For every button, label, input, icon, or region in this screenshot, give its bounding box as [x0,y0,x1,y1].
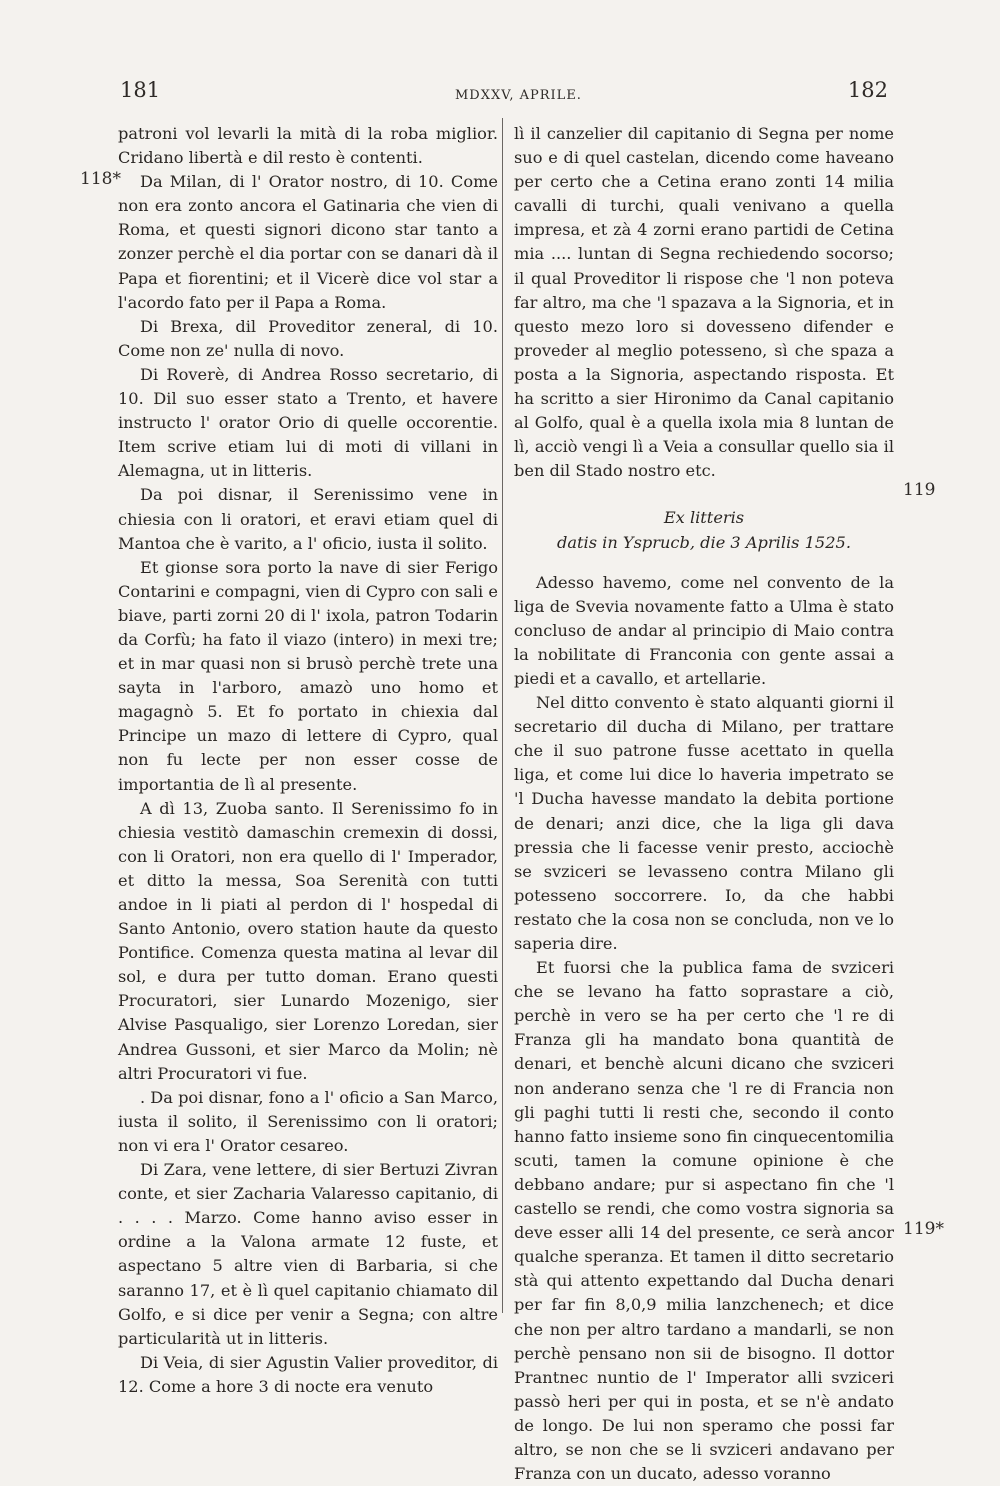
left-column [118,122,498,1399]
running-title: MDXXV, APRILE. [455,88,582,103]
paragraph: Adesso havemo, come nel convento de la liga de Svevia novamente fatto a Ulma è stato concluso de andar al principio di Maio contra la nobilitate di Franconia con gente assai a piedi et a cavallo, et artellarie. [514,572,894,688]
paragraph: Nel ditto convento è stato alquanti giorni il secretario dil ducha di Milano, per trattare che il suo patrone fusse acettato in quella liga, et come lui dice lo haveria impetrato se 'l Ducha havesse mandato la debita portione de denari; anzi dice, che la liga gli dava pressia che li facesse venir presto, acciochè se svziceri se levasseno contra Milano gli potesseno soccorrere. Io, da che habbi restato che la cosa non se concluda, non ve lo saperia dire. [514,693,894,953]
paragraph: Di Brexa, dil Proveditor zeneral, di 10. Come non ze' nulla di novo. [118,316,498,360]
right-column [514,122,894,1486]
paragraph: . Da poi disnar, fono a l' oficio a San Marco, iusta il solito, il Serenissimo con li oratori; non vi era l' Orator cesareo. [118,1087,498,1155]
paragraph: Et fuorsi che la publica fama de svziceri che se levano ha fatto soprastare a ciò, perchè in vero se ha per certo che 'l re di Franza gli ha mandato bona quantità de denari, et benchè alcuni dicano che svziceri non anderano senza che 'l re di Francia non gli paghi tutti li resti che, secondo il conto hanno fatto insieme sono fin cinquecentomilia scuti, tamen la comune opinione è che debbano andare; pur si aspectano fin che 'l castello se rendi, che como vostra signoria sa deve esser alli 14 del presente, ce serà ancor qualche speranza. Et tamen il ditto secretario stà qui attento expettando dal Ducha denari per far fin 8,0,9 milia lanzchenech; et dice che non per altro tardano a mandarli, se non perchè pensano non sii de bisogno. Il dottor Prantnec nuntio de l' Imperator alli svziceri passò heri per qui in posta, et se n'è andato de longo. De lui non speramo che possi far altro, se non che se li svziceri andavano per Franza con un ducato, adesso voranno [514,958,894,1484]
section-subheading: datis in Ysprucb, die 3 Aprilis 1525. [557,532,851,552]
paragraph: lì il canzelier dil capitanio di Segna per nome suo e di quel castelan, dicendo come haveano per certo che a Cetina erano zonti 14 milia cavalli di turchi, quali venivano a quella impresa, et zà 4 zorni erano partidi de Cetina mia .... luntan di Segna rechiedendo socorso; il qual Proveditor li rispose che 'l non poteva far altro, ma che 'l spazava a la Signoria, et in questo mezo loro si dovesseno difender e proveder al meglio potesseno, sì che spaza a posta a la Signoria, aspectando risposta. Et ha scritto a sier Hironimo da Canal capitanio al Golfo, qual è a quella ixola mia 8 luntan de lì, acciò vengi lì a Veia a consullar quello sia il ben dil Stado nostro etc. [514,124,894,481]
paragraph: Da Milan, di l' Orator nostro, di 10. Come non era zonto ancora el Gatinaria che vien di Roma, et questi signori dicono star tanto a zonzer perchè el dia portar con se danari dà il Papa et fiorentini; et il Vicerè dice vol star a l'acordo fato per il Papa a Roma. [118,172,498,312]
paragraph: Di Roverè, di Andrea Rosso secretario, di 10. Dil suo esser stato a Trento, et havere instructo l' orator Orio di quelle occorentie. Item scrive etiam lui di moti di villani in Alemagna, ut in litteris. [118,364,498,481]
paragraph: Et gionse sora porto la nave di sier Ferigo Contarini e compagni, vien di Cypro con sali e biave, parti zorni 20 di l' ixola, patron Todarin da Corfù; ha fato il viazo (intero) in mexi tre; et in mar quasi non si brusò perchè trete una sayta in l'arboro, amazò uno homo et magagnò 5. Et fo portato in chiexia dal Principe un mazo di lettere di Cypro, qual non fu lecte per non esser cosse de importantia de lì al presente. [118,557,498,794]
margin-note-right-1: 119 [903,480,936,500]
paragraph: Da poi disnar, il Serenissimo vene in chiesia con li oratori, et eravi etiam quel di Mantoa che è varito, a l' oficio, iusta il solito. [118,485,498,553]
margin-note-right-2: 119* [903,1219,944,1239]
paragraph: Di Veia, di sier Agustin Valier proveditor, di 12. Come a hore 3 di nocte era venuto [118,1352,498,1396]
paragraph: Di Zara, vene lettere, di sier Bertuzi Zivran conte, et sier Zacharia Valaresso capitanio, di . . . . Marzo. Come hanno aviso esser in ordine a la Valona armate 12 fuste, et aspectano 5 altre vien di Barbaria, si che saranno 17, et è lì quel capitanio chiamato dil Golfo, e si dice per venir a Segna; con altre particularità ut in litteris. [118,1160,498,1348]
section-heading: Ex litteris [663,508,745,528]
paragraph: A dì 13, Zuoba santo. Il Serenissimo fo in chiesia vestitò damaschin cremexin di dossi, con li Oratori, non era quello di l' Imperador, et ditto la messa, Soa Serenità con tutti andoe in li piati al perdon di l' hospedal di Santo Antonio, overo station haute da questo Pontifice. Comenza questa matina al levar dil sol, e dura per tutto doman. Erano questi Procuratori, sier Lunardo Mozenigo, sier Alvise Pasqualigo, sier Lorenzo Loredan, sier Andrea Gussoni, et sier Marco da Molin; nè altri Procuratori vi fue. [118,798,498,1083]
right-page-number: 182 [847,78,888,102]
paragraph: patroni vol levarli la mità di la roba miglior. Cridano libertà e dil resto è contenti. [118,124,498,168]
column-divider [502,118,503,1313]
left-page-number: 181 [120,78,161,102]
margin-note-left: 118* [80,169,121,189]
